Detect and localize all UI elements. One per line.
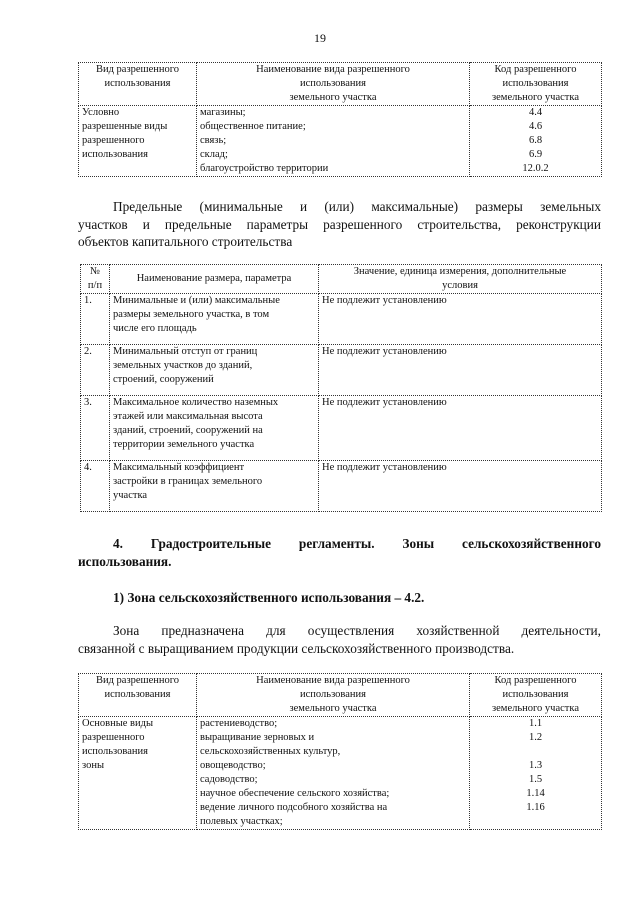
parameter-line: размеры земельного участка, в том	[113, 309, 270, 320]
parameter-line: Максимальное количество наземных	[113, 397, 279, 408]
use-name: магазины;	[200, 107, 246, 118]
use-category-cell	[79, 106, 197, 177]
permitted-use-table-conditional	[78, 62, 602, 177]
header-line: земельного участка	[492, 703, 579, 714]
use-name: общественное питание;	[200, 121, 306, 132]
header-line: п/п	[87, 280, 103, 291]
use-code: 1.1	[528, 718, 543, 729]
use-code: 1.16	[526, 802, 545, 813]
header-line: использования	[104, 78, 171, 89]
parameter-name-cell	[110, 461, 319, 512]
header-cell	[470, 674, 602, 717]
header-cell	[197, 63, 470, 106]
table-row	[81, 294, 602, 345]
category-line: Условно	[82, 107, 120, 118]
use-code: 4.6	[528, 121, 543, 132]
parameter-name-cell	[110, 294, 319, 345]
parameter-line: Минимальный отступ от границ	[113, 346, 258, 357]
parameter-line: этажей или максимальная высота	[113, 411, 263, 422]
page-number: 19	[314, 31, 326, 45]
category-line: разрешенного	[82, 135, 145, 146]
header-line: земельного участка	[289, 703, 377, 714]
header-cell	[110, 265, 319, 294]
header-cell	[319, 265, 602, 294]
header-cell	[197, 674, 470, 717]
header-line: использования	[300, 78, 366, 89]
use-name: научное обеспечение сельского хозяйства;	[200, 788, 390, 799]
use-code	[473, 745, 598, 759]
parameter-line: строений, сооружений	[113, 374, 214, 385]
use-names-cell	[197, 717, 470, 830]
header-cell	[470, 63, 602, 106]
row-number: 2.	[81, 345, 110, 396]
table-row	[79, 106, 602, 177]
parameter-value: Не подлежит установлению	[319, 461, 602, 512]
section-heading-line: 4. Градостроительные регламенты. Зоны сельскохозяйственного	[113, 536, 601, 551]
header-line: Код разрешенного	[494, 675, 577, 686]
category-line: разрешенного	[82, 732, 145, 743]
parameter-value: Не подлежит установлению	[319, 345, 602, 396]
paragraph-line: Предельные (минимальные и (или) максимальные) размеры земельных	[113, 199, 601, 214]
use-name: полевых участках;	[200, 816, 283, 827]
paragraph-line: участков и предельные параметры разрешенного строительства, реконструкции	[78, 216, 601, 232]
header-cell	[79, 674, 197, 717]
parameter-line: числе его площадь	[113, 323, 197, 334]
header-line: использования	[104, 689, 171, 700]
header-line: Значение, единица измерения, дополнительные	[353, 266, 567, 277]
category-line: зоны	[82, 760, 105, 771]
header-line: условия	[442, 280, 478, 291]
section-heading	[78, 535, 601, 570]
use-name: связь;	[200, 135, 227, 146]
use-name: ведение личного подсобного хозяйства на	[200, 802, 388, 813]
use-name: сельскохозяйственных культур,	[200, 746, 341, 757]
parameter-line: Максимальный коэффициент	[113, 462, 245, 473]
section-heading-line: использования.	[78, 553, 172, 569]
parameter-line: земельных участков до зданий,	[113, 360, 253, 371]
header-line: использования	[502, 78, 569, 89]
category-line: Основные виды	[82, 718, 154, 729]
use-name: овощеводство;	[200, 760, 266, 771]
header-line: использования	[502, 689, 569, 700]
parameter-line: территории земельного участка	[113, 439, 255, 450]
use-name: растениеводство;	[200, 718, 278, 729]
use-code: 1.3	[528, 760, 543, 771]
category-line: использования	[82, 149, 148, 160]
use-code: 4.4	[528, 107, 543, 118]
table-row	[81, 345, 602, 396]
row-number: 1.	[81, 294, 110, 345]
category-line: разрешенные виды	[82, 121, 168, 132]
use-code	[473, 815, 598, 829]
header-cell	[81, 265, 110, 294]
parameter-line: застройки в границах земельного	[113, 476, 263, 487]
header-line: использования	[300, 689, 366, 700]
parameter-value: Не подлежит установлению	[319, 396, 602, 461]
header-line: земельного участка	[492, 92, 579, 103]
category-line: использования	[82, 746, 148, 757]
paragraph-line: Зона предназначена для осуществления хозяйственной деятельности,	[113, 623, 601, 638]
paragraph-line: объектов капитального строительства	[78, 234, 293, 249]
parameter-line: зданий, строений, сооружений на	[113, 425, 263, 436]
parameter-line: участка	[113, 490, 148, 501]
use-name: выращивание зерновых и	[200, 732, 315, 743]
header-line: Вид разрешенного	[95, 675, 180, 686]
parameter-value: Не подлежит установлению	[319, 294, 602, 345]
parameter-name-cell	[110, 396, 319, 461]
use-codes-cell	[470, 717, 602, 830]
table-row	[81, 396, 602, 461]
table-row	[81, 461, 602, 512]
use-code: 6.9	[528, 149, 543, 160]
use-names-cell	[197, 106, 470, 177]
row-number: 3.	[81, 396, 110, 461]
use-code: 1.5	[528, 774, 543, 785]
zone-subheading: 1) Зона сельскохозяйственного использования – 4.2.	[113, 590, 425, 605]
header-cell	[79, 63, 197, 106]
zone-description	[78, 622, 601, 657]
limits-paragraph	[78, 198, 601, 251]
use-name: благоустройство территории	[200, 163, 329, 174]
header-line: Наименование размера, параметра	[136, 273, 292, 284]
parameters-table	[80, 264, 602, 512]
use-code: 1.14	[526, 788, 545, 799]
use-codes-cell	[470, 106, 602, 177]
use-code: 12.0.2	[522, 163, 549, 174]
table-header-row	[79, 63, 602, 106]
header-line: земельного участка	[289, 92, 377, 103]
header-line: Наименование вида разрешенного	[256, 64, 410, 75]
header-line: №	[89, 266, 101, 277]
table-header-row	[79, 674, 602, 717]
paragraph-line: связанной с выращиванием продукции сельскохозяйственного производства.	[78, 640, 515, 656]
use-code: 6.8	[528, 135, 543, 146]
header-line: Вид разрешенного	[95, 64, 180, 75]
header-line: Код разрешенного	[494, 64, 577, 75]
permitted-use-table-basic	[78, 673, 602, 830]
header-line: Наименование вида разрешенного	[256, 675, 410, 686]
row-number: 4.	[81, 461, 110, 512]
table-row	[79, 717, 602, 830]
parameter-line: Минимальные и (или) максимальные	[113, 295, 280, 306]
use-code: 1.2	[528, 732, 543, 743]
use-name: садоводство;	[200, 774, 258, 785]
use-category-cell	[79, 717, 197, 830]
use-name: склад;	[200, 149, 228, 160]
table-header-row	[81, 265, 602, 294]
parameter-name-cell	[110, 345, 319, 396]
